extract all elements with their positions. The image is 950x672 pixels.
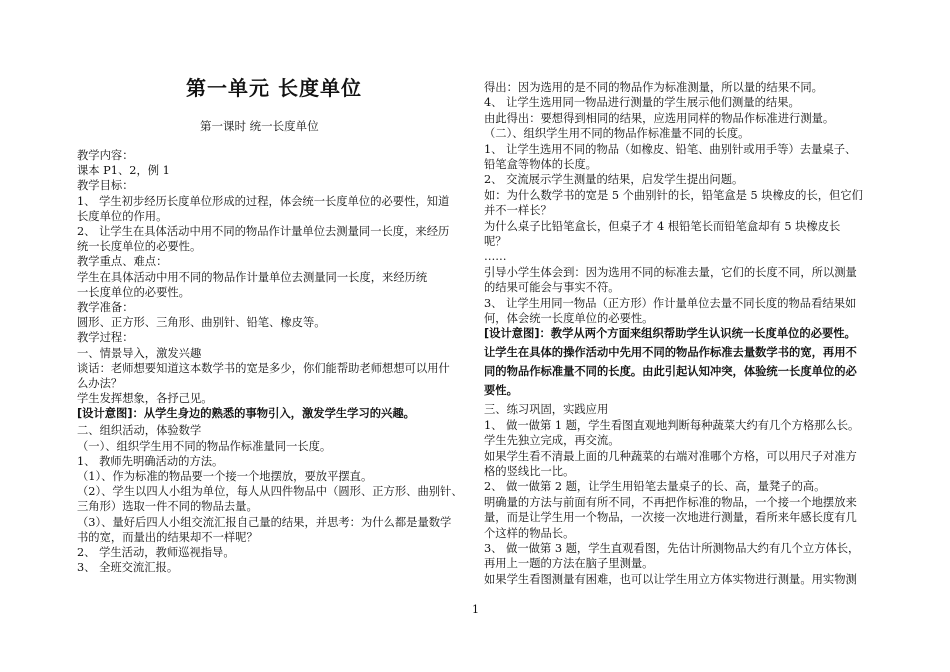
text-line: 4、 让学生选用同一物品进行测量的学生展示他们测量的结果。 [484, 96, 800, 110]
text-line: 3、 全班交流汇报。 [77, 561, 179, 575]
text-line: 由此得出：要想得到相同的结果，应选用同样的物品作标准进行测量。 [484, 111, 835, 125]
text-line: 书的宽，而量出的结果却不一样呢？ [77, 530, 258, 544]
text-line: 谈话：老师想要知道这本数学书的宽是多少，你们能帮助老师想想可以用什 [77, 361, 450, 375]
text-line: 1、 让学生选用不同的物品（如橡皮、铅笔、曲别针或用手等）去量桌子、 [484, 142, 857, 156]
text-line: 2、 让学生在具体活动中用不同的物品作计量单位去测量同一长度，来经历 [77, 225, 450, 238]
text-line: 让学生在具体的操作活动中先用不同的物品作标准去量数学书的宽，再用不 [484, 346, 857, 360]
text-line: 并不一样长？ [484, 204, 552, 218]
text-line: 教学准备： [77, 301, 134, 314]
text-line: 引导小学生体会到：因为选用不同的标准去量，它们的长度不同，所以测量 [484, 265, 857, 279]
text-line: 课本 P1、2，例 1 [77, 164, 170, 178]
text-line: 1、 教师先明确活动的方法。 [77, 454, 224, 468]
text-line: 1、 做一做第 1 题，学生看图直观地判断每种蔬菜大约有几个方格那么长。 [484, 418, 860, 432]
text-line: 教学目标： [77, 179, 134, 193]
text-line: 得出：因为选用的是不同的物品作为标准测量，所以量的结果不同。 [484, 81, 823, 94]
text-line: 呢？ [484, 235, 507, 248]
text-line: 3、 做一做第 3 题，学生直观看图，先估计所测物品大约有几个立方体长， [484, 542, 860, 555]
text-line: 铅笔盒等物体的长度。 [484, 158, 597, 171]
text-line: 何，体会统一长度单位的必要性。 [484, 312, 654, 325]
text-line: [设计意图]：从学生身边的熟悉的事物引入，激发学生学习的兴趣。 [77, 407, 415, 421]
text-line: 明确量的方法与前面有所不同，不再把作标准的物品，一个接一个地摆放来 [484, 495, 857, 509]
text-line: （二）、组织学生用不同的物品作标准量不同的长度。 [484, 127, 750, 141]
text-line: 如：为什么数学书的宽是 5 个曲别针的长，铅笔盒是 5 块橡皮的长，但它们 [484, 188, 863, 202]
text-line: 教学内容： [77, 149, 134, 162]
text-line: 为什么桌子比铅笔盒长，但桌子才 4 根铅笔长而铅笔盒却有 5 块橡皮长 [484, 219, 841, 233]
text-line: 一、情景导入，激发兴趣 [77, 346, 202, 360]
text-line: 个这样的物品长。 [484, 526, 575, 540]
text-line: 要性。 [484, 384, 518, 398]
text-line: 同的物品作标准量不同的长度。由此引起认知冲突，体验统一长度单位的必 [484, 365, 857, 379]
text-line: 圆形、正方形、三角形、曲别针、铅笔、橡皮等。 [77, 316, 326, 330]
text-line: 2、 交流展示学生测量的结果，启发学生提出问题。 [484, 173, 744, 187]
text-line: 统一长度单位的必要性。 [77, 240, 202, 254]
text-line: 三、练习巩固，实践应用 [484, 403, 609, 417]
text-line: 二、组织活动，体验数学 [77, 424, 202, 438]
text-line: 学生在具体活动中用不同的物品作计量单位去测量同一长度，来经历统 [77, 270, 428, 284]
text-line: 格的竖线比一比。 [484, 465, 575, 478]
text-line: 三角形）选取一件不同的物品去量。 [77, 500, 258, 514]
text-line: 3、 让学生用同一物品（正方形）作计量单位去量不同长度的物品看结果如 [484, 296, 857, 310]
text-line: 1、 学生初步经历长度单位形成的过程，体会统一长度单位的必要性，知道 [77, 194, 450, 208]
text-line: 2、 做一做第 2 题，让学生用铅笔去量桌子的长、高，量凳子的高。 [484, 480, 826, 494]
text-line: 学生发挥想象，各抒己见。 [77, 392, 213, 406]
text-line: 一长度单位的必要性。 [77, 285, 190, 299]
text-line: （1）、作为标准的物品要一个接一个地摆放，要放平摆直。 [77, 470, 373, 483]
text-line: 如果学生看不清最上面的几种蔬菜的右端对准哪个方格，可以用尺子对准方 [484, 449, 857, 463]
text-line: （2）、学生以四人小组为单位，每人从四件物品中（圆形、正方形、曲别针、 [77, 485, 463, 499]
text-line: 教学重点、难点： [77, 255, 168, 269]
text-line: 如果学生看图测量有困难，也可以让学生用立方体实物进行测量。用实物测 [484, 572, 857, 586]
text-line: …… [484, 250, 507, 264]
text-line: 再用上一题的方法在脑子里测量。 [484, 557, 654, 571]
text-line: （3）、量好后四人小组交流汇报自己量的结果，并思考：为什么都是量数学 [77, 515, 452, 529]
lesson-subtitle: 第一课时 统一长度单位 [200, 119, 319, 133]
text-line: 2、 学生活动，教师巡视指导。 [77, 546, 235, 559]
page-title: 第一单元 长度单位 [186, 76, 362, 100]
text-line: 学生先独立完成，再交流。 [484, 434, 620, 448]
text-line: 教学过程： [77, 331, 134, 345]
text-line: 么办法？ [77, 377, 123, 390]
text-line: [设计意图]：教学从两个方面来组织帮助学生认识统一长度单位的必要性。 [484, 327, 856, 341]
text-line: 长度单位的作用。 [77, 209, 168, 223]
page-number: 1 [472, 603, 479, 616]
text-line: （一）、组织学生用不同的物品作标准量同一长度。 [77, 439, 332, 453]
text-line: 的结果可能会与事实不符。 [484, 281, 620, 295]
text-line: 量，而是让学生用一个物品，一次接一次地进行测量，看所来年感长度有几 [484, 511, 857, 525]
